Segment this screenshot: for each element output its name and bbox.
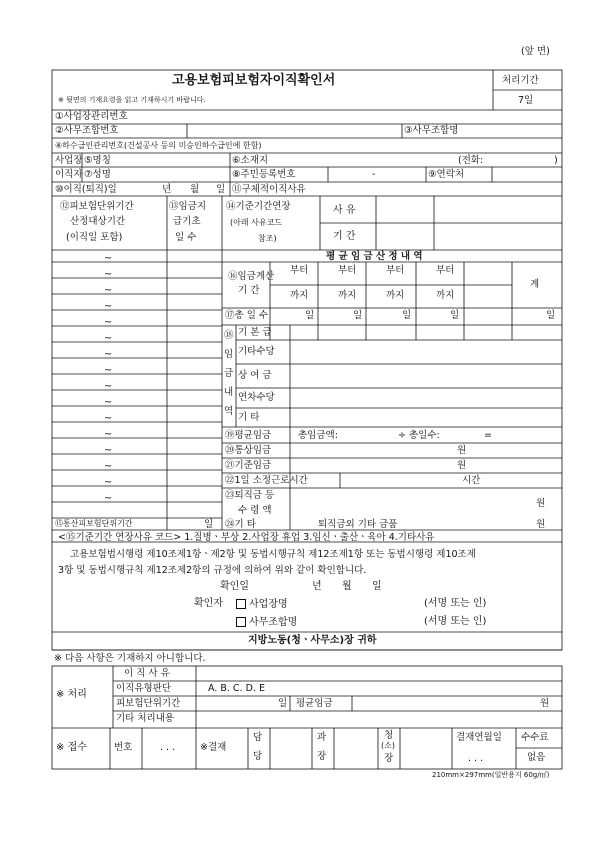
- extension-header-1: ⑭기준기간연장: [226, 201, 291, 212]
- office-avg-wage-label: 평균임금: [296, 698, 333, 709]
- extension-codes: <⑮기준기간 연장사유 코드> 1.질병ㆍ부상 2.사업장 휴업 3.임신ㆍ출산ㆍ육아 4.기타사유: [58, 532, 435, 543]
- avg-wage-label: ⑲평균임금: [225, 430, 272, 441]
- period-row-tilde: ~: [104, 445, 112, 456]
- total-days-unit: 일: [305, 310, 315, 321]
- calc-to-label: 까지: [290, 290, 309, 301]
- wage-group-char: 임: [224, 349, 234, 360]
- person-group-label: 이직자: [55, 169, 83, 180]
- extension-header-2: (아래 사유코드: [230, 218, 283, 227]
- office-union-name-label: ③사무조합명: [404, 125, 459, 136]
- extension-reason-label: 사 유: [333, 205, 356, 216]
- avg-formula-days: ÷ 총일수:: [398, 430, 440, 441]
- person-name-label: ⑦성명: [84, 169, 111, 180]
- processing-period-value: 7일: [518, 95, 534, 106]
- workplace-checkbox[interactable]: [236, 599, 246, 609]
- page-side-label: (앞 면): [521, 46, 550, 57]
- leave-type-values: A. B. C. D. E: [208, 683, 265, 694]
- confirm-date-day: 일: [372, 581, 382, 592]
- office-other-label: 기타 처리내용: [116, 713, 175, 724]
- officer-label-1: 담: [253, 732, 263, 743]
- wage-calc-period-2: 기 간: [238, 285, 260, 296]
- unit-period-header-3: (이직일 포함): [66, 232, 123, 243]
- receipt-dots: . . .: [160, 742, 176, 753]
- office-unit-period-unit: 일: [278, 698, 288, 709]
- base-pay-label: 기 본 급: [238, 327, 272, 338]
- wage-days-header-3: 일 수: [175, 232, 197, 243]
- workplace-option-label: 사업장명: [249, 599, 288, 610]
- wage-group-char: ⑱: [224, 330, 234, 341]
- wage-group-char: 내: [224, 387, 234, 398]
- head-label-3: 장: [384, 753, 394, 764]
- severance-label-1: ㉓퇴직금 등: [225, 490, 275, 501]
- bonus-label: 상 여 금: [238, 370, 272, 381]
- period-row-tilde: ~: [104, 381, 112, 392]
- resident-number-label: ⑧주민등록번호: [232, 169, 296, 180]
- avg-formula-equals: =: [484, 430, 492, 441]
- other-unit: 원: [536, 519, 546, 530]
- head-label-1: 청: [384, 730, 394, 741]
- wage-calc-period-1: ⑯임금계산: [228, 271, 275, 282]
- other-allowance-label: 기타수당: [238, 346, 275, 357]
- wage-total-label: 계: [530, 279, 540, 290]
- period-row-tilde: ~: [104, 461, 112, 472]
- confirmer-label: 확인자: [194, 598, 223, 609]
- unit-period-header-1: ⑫피보험단위기간: [60, 201, 134, 212]
- workplace-number-label: ①사업장관리번호: [55, 111, 128, 122]
- total-days-unit: 일: [353, 310, 363, 321]
- confirmer-workplace-option[interactable]: [236, 599, 288, 610]
- leave-type-label: 이직유형판단: [116, 683, 172, 694]
- severance-unit: 원: [536, 498, 546, 509]
- period-row-tilde: ~: [104, 349, 112, 360]
- addressee: 지방노동(청ㆍ사무소)장 귀하: [248, 635, 377, 646]
- wage-group-char: 역: [224, 406, 234, 417]
- extension-period-label: 기 간: [333, 231, 356, 242]
- leave-reason-office: 이 직 사 유: [124, 668, 170, 679]
- period-row-tilde: ~: [104, 285, 112, 296]
- period-row-tilde: ~: [104, 493, 112, 504]
- confirm-text-2: 3항 및 동법시행규칙 제12조제2항의 규정에 의하여 위와 같이 확인합니다.: [58, 565, 367, 576]
- sign-label-2: (서명 또는 인): [424, 616, 487, 627]
- total-days-unit: 일: [402, 310, 412, 321]
- resident-number-dash: -: [372, 169, 376, 180]
- etc-label: 기 타: [238, 412, 260, 423]
- form-title: 고용보험피보험자이직확인서: [172, 73, 336, 88]
- calc-from-label: 부터: [290, 265, 309, 276]
- confirmer-union-option[interactable]: [236, 617, 297, 628]
- leave-date-day: 일: [216, 184, 226, 195]
- extension-header-3: 참조): [258, 234, 277, 243]
- work-hours-label: ㉒1일 소정근로시간: [225, 475, 308, 486]
- calc-from-label: 부터: [338, 265, 357, 276]
- normal-wage-unit: 원: [457, 445, 467, 456]
- phone-close: ): [554, 155, 558, 166]
- total-days-label: ⑰총 일 수: [225, 310, 269, 321]
- union-option-label: 사무조합명: [249, 617, 298, 628]
- office-note: ※ 다음 사항은 기재하지 아니합니다.: [54, 653, 206, 664]
- office-avg-wage-unit: 원: [540, 698, 550, 709]
- officer-label-2: 당: [253, 751, 263, 762]
- period-row-tilde: ~: [104, 365, 112, 376]
- confirm-date-label: 확인일: [220, 581, 249, 592]
- confirm-text-1: 고용보험법시행령 제10조제1항ㆍ제2항 및 동법시행규칙 제12조제1항 또는 동법시행령 제10조제: [70, 549, 476, 560]
- processing-period-label: 처리기간: [502, 75, 539, 86]
- calc-to-label: 까지: [436, 290, 455, 301]
- period-row-tilde: ~: [104, 301, 112, 312]
- chief-label-1: 과: [317, 732, 327, 743]
- calc-to-label: 까지: [386, 290, 405, 301]
- office-unit-period-label: 피보험단위기간: [116, 698, 181, 709]
- fee-value: 없음: [527, 752, 546, 763]
- total-unit-period-unit: 일: [204, 519, 214, 530]
- period-row-tilde: ~: [104, 333, 112, 344]
- approval-label: ※결재: [200, 742, 227, 753]
- union-checkbox[interactable]: [236, 617, 246, 627]
- confirm-date-month: 월: [342, 581, 352, 592]
- wage-section-header: 평 균 임 금 산 정 내 역: [326, 251, 423, 262]
- receipt-number-label: 번호: [114, 742, 133, 753]
- workplace-name-label: ⑤명칭: [84, 155, 111, 166]
- unit-period-header-2: 산정대상기간: [70, 216, 126, 227]
- chief-label-2: 장: [317, 751, 327, 762]
- confirm-date-year: 년: [312, 581, 322, 592]
- calc-to-label: 까지: [338, 290, 357, 301]
- leave-reason-label: ⑪구체적이직사유: [232, 184, 306, 195]
- leave-date-label: ⑩이직(퇴직)일: [55, 184, 117, 195]
- base-wage-unit: 원: [457, 460, 467, 471]
- wage-group-char: 금: [224, 368, 234, 379]
- phone-label: (전화:: [458, 155, 484, 166]
- period-row-tilde: ~: [104, 317, 112, 328]
- leave-date-year: 년: [162, 184, 172, 195]
- total-days-unit: 일: [546, 310, 556, 321]
- period-row-tilde: ~: [104, 413, 112, 424]
- contact-label: ⑨연락처: [428, 169, 465, 180]
- sign-label-1: (서명 또는 인): [424, 598, 487, 609]
- period-row-tilde: ~: [104, 429, 112, 440]
- period-row-tilde: ~: [104, 253, 112, 264]
- calc-from-label: 부터: [436, 265, 455, 276]
- total-days-unit: 일: [450, 310, 460, 321]
- annual-allowance-label: 연차수당: [238, 392, 275, 403]
- paper-spec: 210mm×297mm(일반용지 60g/㎡): [432, 771, 550, 779]
- other-text: 퇴직금외 기타 금품: [318, 519, 398, 530]
- wage-days-header-1: ⑬임금지: [169, 201, 207, 212]
- period-row-tilde: ~: [104, 397, 112, 408]
- work-hours-unit: 시간: [462, 475, 481, 486]
- receipt-label: ※ 접수: [56, 742, 87, 753]
- calc-from-label: 부터: [386, 265, 405, 276]
- approval-date-label: 결재연월일: [456, 732, 502, 743]
- wage-days-header-2: 급기초: [173, 216, 201, 227]
- avg-formula-total: 총임금액:: [298, 430, 338, 441]
- office-proc-label: ※ 처리: [56, 689, 87, 700]
- head-label-2: (소): [381, 741, 395, 750]
- approval-date-dots: . . .: [468, 753, 484, 764]
- period-row-tilde: ~: [104, 269, 112, 280]
- total-unit-period-label: ⑮통산피보험단위기간: [55, 519, 133, 528]
- other-label: ㉔기 타: [225, 519, 256, 530]
- fee-label: 수수료: [521, 732, 549, 743]
- normal-wage-label: ⑳통상임금: [225, 445, 272, 456]
- workplace-group-label: 사업장: [55, 155, 83, 166]
- severance-label-2: 수 령 액: [238, 505, 272, 516]
- office-union-number-label: ②사무조합번호: [55, 125, 119, 136]
- subcontractor-number-label: ④하수급인관리번호(건설공사 등의 미승인하수급인에 한함): [55, 141, 262, 150]
- period-row-tilde: ~: [104, 477, 112, 488]
- address-label: ⑥소재지: [232, 155, 269, 166]
- leave-date-month: 월: [190, 184, 200, 195]
- form-notice: ※ 뒷면의 기재요령을 읽고 기재하시기 바랍니다.: [58, 96, 206, 104]
- base-wage-label: ㉑기준임금: [225, 460, 272, 471]
